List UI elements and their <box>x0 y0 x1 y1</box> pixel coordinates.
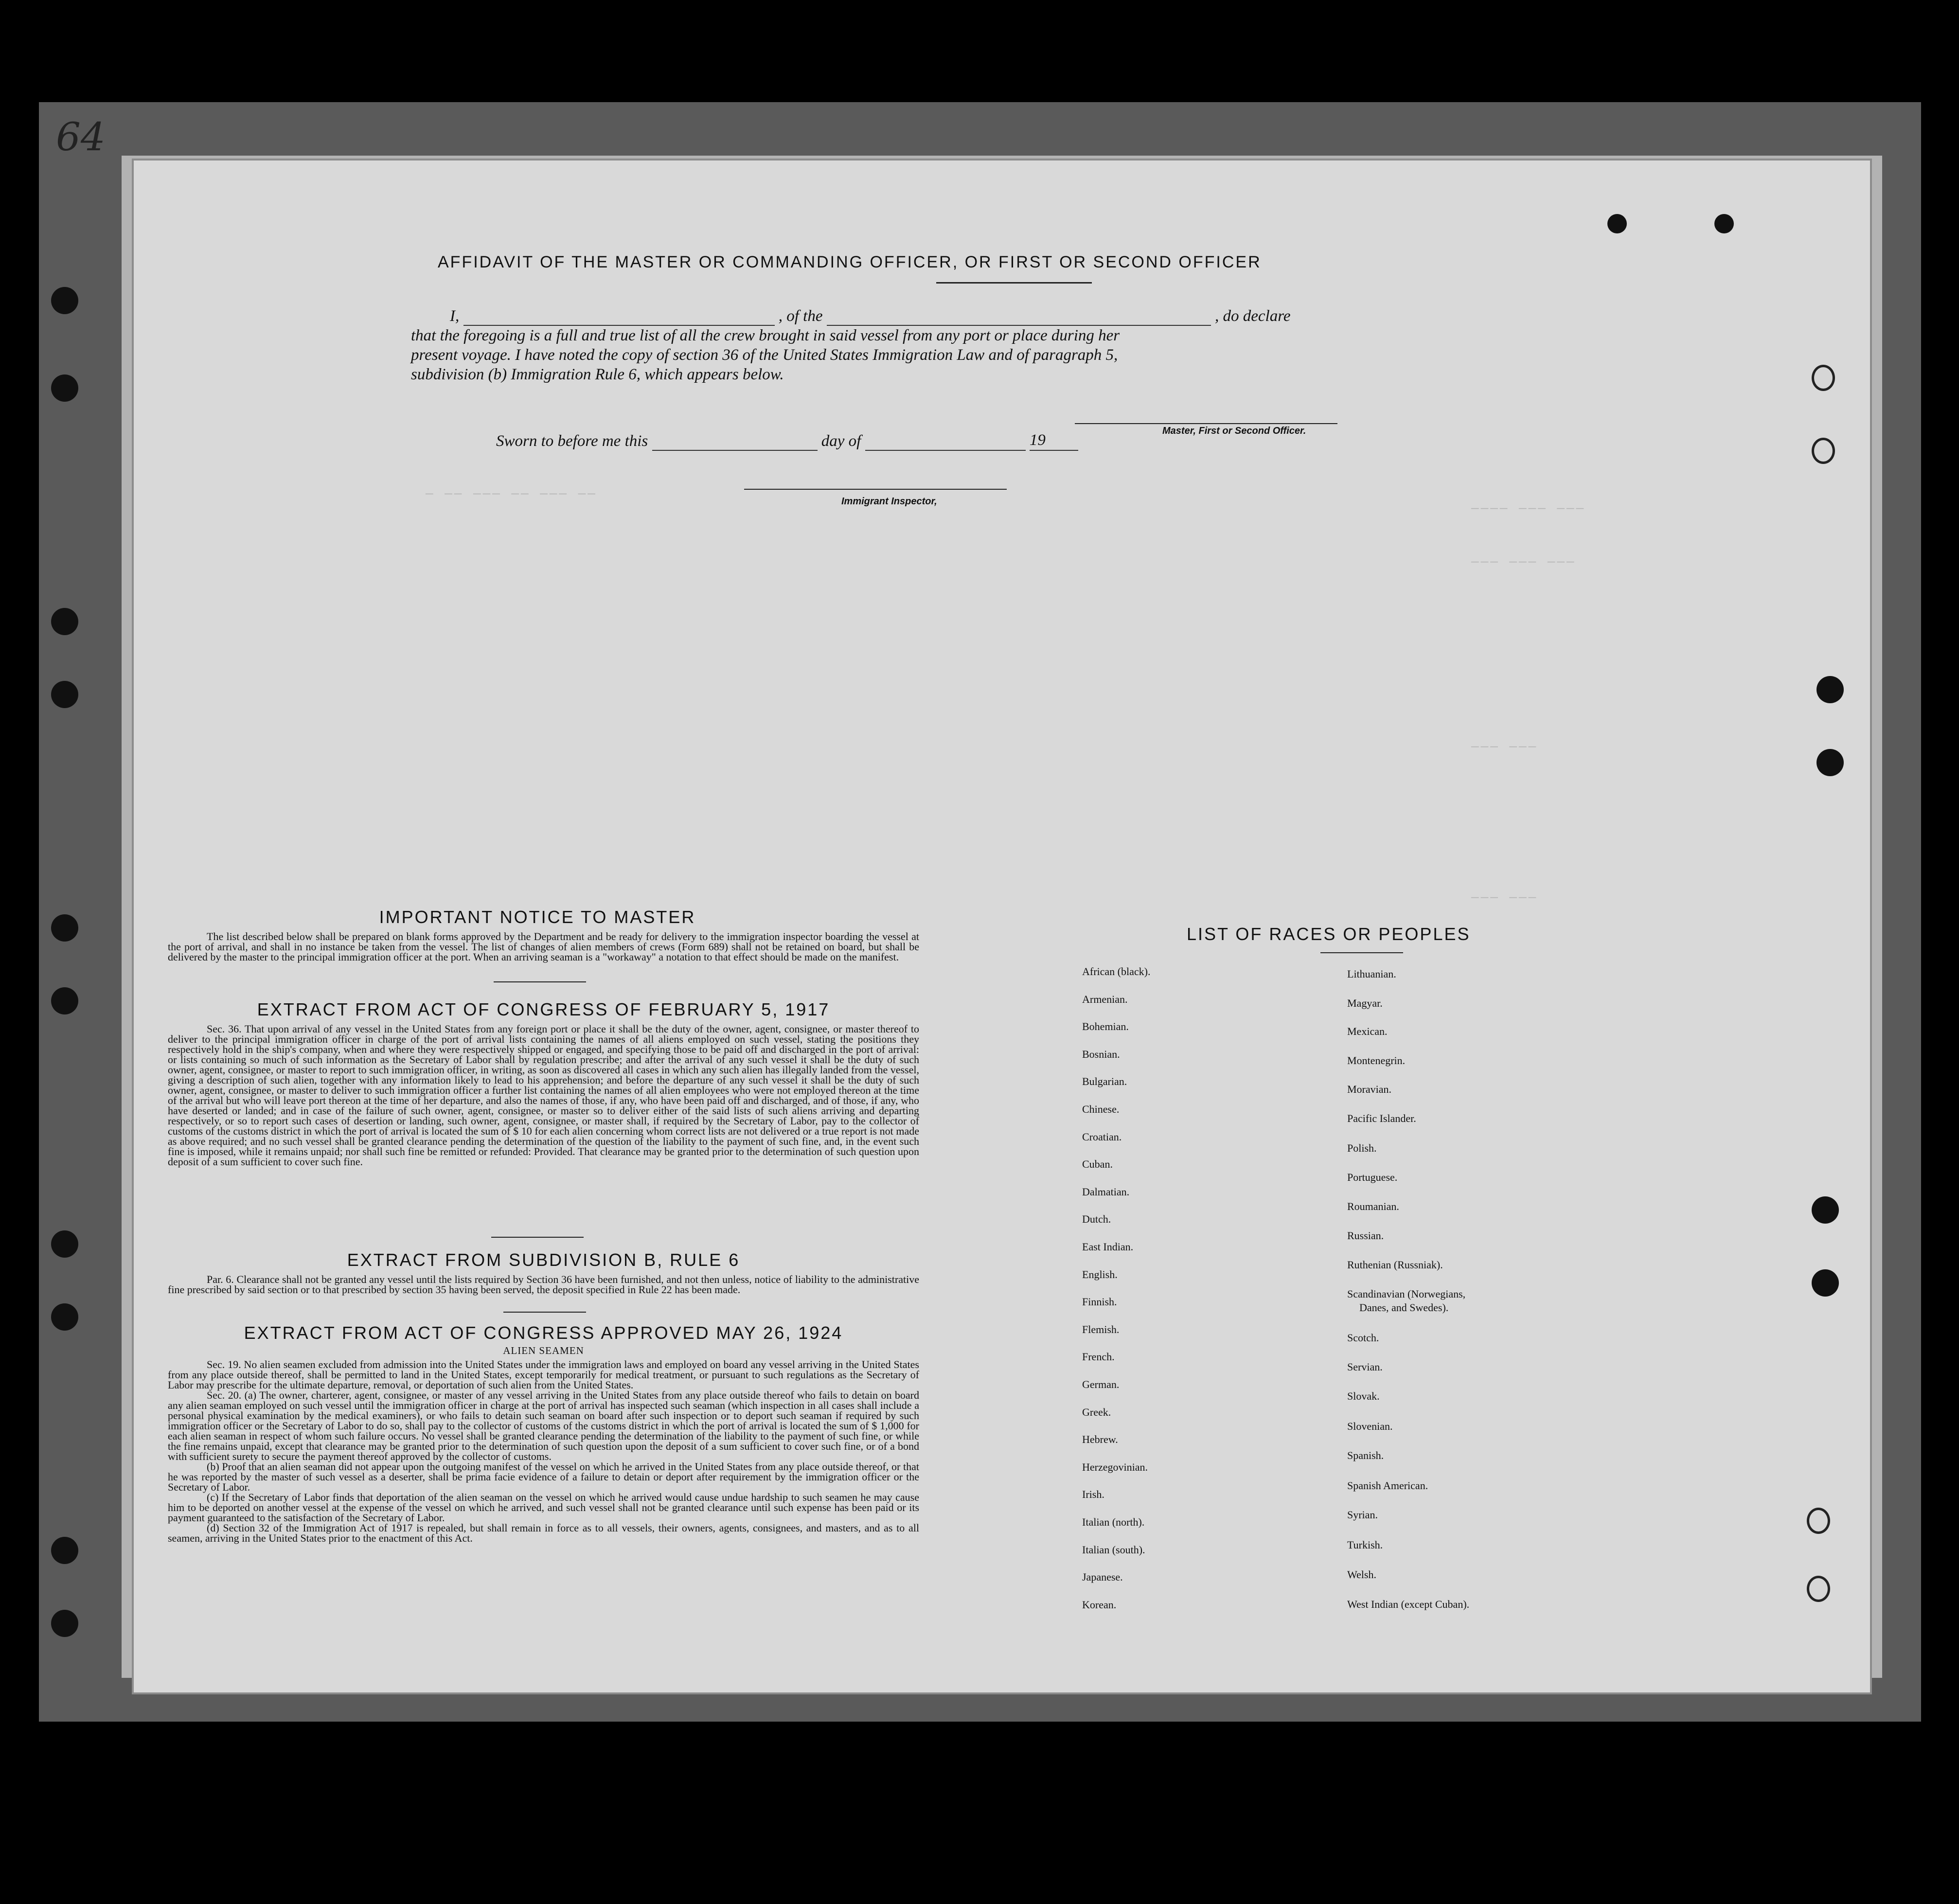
race-item: Dalmatian. <box>1082 1185 1130 1198</box>
inspector-label: Immigrant Inspector, <box>841 496 937 507</box>
reinforcement-ring <box>1807 1576 1830 1602</box>
extract-1924-title: EXTRACT FROM ACT OF CONGRESS APPROVED MAY 26, 1924 <box>244 1323 843 1343</box>
race-item: Irish. <box>1082 1488 1104 1501</box>
punch-hole <box>1817 749 1844 776</box>
punch-hole <box>51 987 78 1014</box>
race-item: Hebrew. <box>1082 1433 1118 1446</box>
manifest-page <box>134 160 1870 1692</box>
race-item: Moravian. <box>1347 1083 1392 1095</box>
race-item: Chinese. <box>1082 1103 1120 1115</box>
race-item: Spanish American. <box>1347 1479 1428 1492</box>
race-item: Portuguese. <box>1347 1171 1398 1183</box>
bleed-through-text: ———— ——— ——— <box>1471 501 1586 516</box>
race-item: Bulgarian. <box>1082 1075 1127 1088</box>
affidavit-title: AFFIDAVIT OF THE MASTER OR COMMANDING OFFICER, OR FIRST OR SECOND OFFICER <box>438 253 1262 271</box>
race-item: Herzegovinian. <box>1082 1460 1148 1473</box>
race-item: Bohemian. <box>1082 1020 1129 1033</box>
bleed-through-text: ——— ——— <box>1471 739 1538 754</box>
race-item: East Indian. <box>1082 1241 1134 1253</box>
race-item: Ruthenian (Russniak). <box>1347 1259 1443 1271</box>
punch-hole <box>1812 1196 1839 1224</box>
punch-hole <box>51 1610 78 1637</box>
race-item: Italian (south). <box>1082 1543 1145 1556</box>
sworn-prefix: Sworn to before me this <box>496 432 648 450</box>
race-item: Italian (north). <box>1082 1516 1145 1528</box>
race-item: Bosnian. <box>1082 1048 1120 1060</box>
extract-1924-para: (c) If the Secretary of Labor finds that deportation of the alien seaman on the vessel on which he arrived would cause undue hardship to such seamen he may cause him to be deported on another vessel at the expense of the vessel on which he arrived, and such vessel shall not be granted clearance until such expense has been paid or its payment guaranteed to the satisfaction of the Secretary of Labor. <box>168 1491 919 1524</box>
affidavit-of-the: , of the <box>778 307 823 325</box>
race-item: Welsh. <box>1347 1568 1376 1581</box>
extract-1924-para: (b) Proof that an alien seaman did not appear upon the outgoing manifest of the vessel on which he arrived in the United States from any place outside thereof, or that he was reported by the master of such vessel as a deserter, shall be prima facie evidence of a failure to detain or deport after requirement by the immigration officer or the Secretary of Labor. <box>168 1460 919 1493</box>
race-item: Finnish. <box>1082 1296 1117 1308</box>
handwritten-page-number: 64 <box>56 114 106 160</box>
sworn-year-field[interactable] <box>1030 430 1078 451</box>
race-item: Scotch. <box>1347 1332 1379 1344</box>
affidavit-i: I, <box>450 307 460 325</box>
sworn-day-of: day of <box>821 432 861 450</box>
affidavit-line: subdivision (b) Immigration Rule 6, which appears below. <box>411 366 784 383</box>
race-item: Syrian. <box>1347 1509 1378 1521</box>
extract-1924-para: (d) Section 32 of the Immigration Act of 1917 is repealed, but shall remain in force as to all vessels, their owners, agents, consignees, and masters, and as to all seamen, arriving in the United States prior to the enactment of this Act. <box>168 1522 919 1544</box>
punch-hole <box>51 1303 78 1331</box>
master-signature-label: Master, First or Second Officer. <box>1162 426 1306 436</box>
extract-1917-title: EXTRACT FROM ACT OF CONGRESS OF FEBRUARY 5, 1917 <box>257 999 830 1019</box>
sworn-day-field[interactable] <box>652 450 818 451</box>
race-item: Magyar. <box>1347 997 1383 1009</box>
race-item: African (black). <box>1082 965 1151 978</box>
race-item: Flemish. <box>1082 1323 1120 1335</box>
race-item: Greek. <box>1082 1406 1111 1418</box>
race-item: Roumanian. <box>1347 1200 1399 1212</box>
race-item: Slovak. <box>1347 1390 1380 1402</box>
extract-rule6-text: Par. 6. Clearance shall not be granted any vessel until the lists required by Section 36 have been furnished, and not then unless, notice of liability to the administrative fine prescribed by said section or to that prescribed by section 35 having been served, the deposit specified in Rule 22 has been made. <box>168 1273 919 1296</box>
race-item: English. <box>1082 1268 1118 1281</box>
affidavit-declaration <box>411 306 1481 384</box>
race-item: Danes, and Swedes). <box>1359 1301 1449 1314</box>
extract-1917-text: Sec. 36. That upon arrival of any vessel in the United States from any foreign port or place it shall be the duty of the owner, agent, consignee, or master thereof to deliver to the principal immigration officer in charge of the port of arrival lists containing the names of all aliens employed on such vessel, stating the positions they respectively hold in the ship's company, when and where they were respectively shipped or engaged, and specifying those to be paid off and discharged in the port of arrival: or lists containing so much of such information as the Secretary of Labor shall by regulation prescribe; and after the arrival of any such vessel it shall be the duty of such owner, agent, consignee, or master to report to such immigration officer, in writing, as soon as discovered all cases in which any such alien has illegally landed from the vessel, giving a description of such alien, together with any information likely to lead to his apprehension; and before the departure of any such vessel it shall be the duty of such owner, agent, consignee, or master to deliver to such immigration officer a further list containing the names of all alien employees who were not employed thereon at the time of the arrival but who will leave port thereon at the time of her departure, and also the names of those, if any, who have been paid off and discharged, and of those, if any, who have deserted or landed; and in case of the failure of such owner, agent, consignee, or master so to deliver either of the said lists of such aliens arriving and departing respectively, or so to report such cases of desertion or landing, such owner, agent, consignee, or master shall, if required by the Secretary of Labor, pay to the collector of customs of the customs district in which the port of arrival is located the sum of $ 10 for each alien concerning whom correct lists are not delivered or a true report is not made as above required; and no such vessel shall be granted clearance pending the determination of the question of the liability to the payment of such fine, and, in the event such fine is imposed, while it remains unpaid; nor shall such fine be remitted or refunded: Provided. That clearance may be granted prior to the determination of such question upon deposit of a sum sufficient to cover such fine. <box>168 1023 919 1168</box>
divider <box>503 1312 586 1313</box>
bleed-through-text: ——— ——— <box>1471 890 1538 905</box>
extract-1924-para: Sec. 19. No alien seamen excluded from admission into the United States under the immigration laws and employed on board any vessel arriving in the United States from any place outside thereof, shall be permitted to land in the United States, except temporarily for medical treatment, or pursuant to such regulations as the Secretary of Labor may prescribe for the ultimate departure, removal, or deportation of such alien from the United States. <box>168 1358 919 1391</box>
race-item: German. <box>1082 1378 1120 1390</box>
affidavit-line: that the foregoing is a full and true list of all the crew brought in said vessel from any port or place during her <box>411 327 1120 344</box>
punch-hole <box>1817 676 1844 703</box>
divider <box>1320 952 1403 953</box>
notice-title: IMPORTANT NOTICE TO MASTER <box>379 907 696 927</box>
extract-1924-subtitle: ALIEN SEAMEN <box>503 1345 584 1356</box>
race-item: Russian. <box>1347 1229 1384 1242</box>
punch-hole <box>51 1230 78 1258</box>
race-item: Croatian. <box>1082 1130 1122 1143</box>
race-item: Slovenian. <box>1347 1420 1393 1432</box>
punch-hole <box>51 914 78 942</box>
punch-hole <box>51 1537 78 1564</box>
race-item: Turkish. <box>1347 1539 1383 1551</box>
race-item: Polish. <box>1347 1142 1377 1154</box>
inspector-signature-line[interactable] <box>744 489 1007 490</box>
race-item: Korean. <box>1082 1598 1117 1611</box>
race-item: Spanish. <box>1347 1449 1384 1461</box>
extract-1924-text <box>168 1359 919 1543</box>
races-title: LIST OF RACES OR PEOPLES <box>1187 924 1471 944</box>
race-item: Armenian. <box>1082 993 1128 1005</box>
punch-hole <box>1607 214 1627 233</box>
race-item: Mexican. <box>1347 1025 1388 1037</box>
race-item: Japanese. <box>1082 1571 1123 1584</box>
extract-1924-para: Sec. 20. (a) The owner, charterer, agent, consignee, or master of any vessel arriving in the United States from any place outside thereof who fails to detain on board any alien seaman employed on such vessel until the immigration officer in charge at the port of arrival has inspected such seaman (which inspection in all cases shall include a personal physical examination by the medical examiners), or who fails to detain such seaman on board after such inspection or to deport such seaman if required by such immigration officer or the Secretary of Labor to do so, shall pay to the collector of customs of the customs district in which the port of arrival is located the sum of $ 1,000 for each alien seaman in respect of whom such failure occurs. No vessel shall be granted clearance pending the determination of the liability to the payment of such fine, or while the fine remains unpaid, except that clearance may be granted prior to the determination of such question upon the deposit of a sum sufficient to cover such fine, or of a bond with sufficient surety to secure the payment thereof approved by the collector of customs. <box>168 1389 919 1462</box>
punch-hole <box>1812 1269 1839 1297</box>
affidavit-line: present voyage. I have noted the copy of section 36 of the United States Immigration Law and of paragraph 5, <box>411 346 1118 364</box>
bleed-through-text: — —— ——— —— ——— —— <box>426 486 597 501</box>
race-item: Montenegrin. <box>1347 1054 1406 1067</box>
bleed-through-text: ——— ——— ——— <box>1471 554 1576 569</box>
punch-hole <box>51 374 78 402</box>
sworn-line <box>496 430 1078 451</box>
race-item: French. <box>1082 1351 1115 1363</box>
divider <box>494 981 586 982</box>
race-item: Cuban. <box>1082 1158 1113 1171</box>
race-item: Pacific Islander. <box>1347 1112 1416 1124</box>
affidavit-do-declare: , do declare <box>1214 307 1291 325</box>
master-signature-line[interactable] <box>1075 423 1337 424</box>
race-item: Dutch. <box>1082 1213 1111 1226</box>
divider <box>936 282 1092 284</box>
reinforcement-ring <box>1812 438 1835 464</box>
race-item: Scandinavian (Norwegians, <box>1347 1288 1466 1300</box>
punch-hole <box>51 287 78 314</box>
sworn-month-field[interactable] <box>865 450 1026 451</box>
notice-text: The list described below shall be prepared on blank forms approved by the Department and be ready for delivery to the immigration inspector boarding the vessel at the port of arrival, and shall in no instance be taken from the vessel. The list of changes of alien members of crews (Form 689) shall not be retained on board, but shall be delivered by the master to the principal immigration officer at the port. When an arriving seaman is a "workaway" a notation to that effect should be made on the manifest. <box>168 930 919 963</box>
punch-hole <box>1714 214 1734 233</box>
reinforcement-ring <box>1807 1508 1830 1534</box>
race-item: Lithuanian. <box>1347 968 1396 980</box>
reinforcement-ring <box>1812 365 1835 391</box>
race-item: Servian. <box>1347 1361 1383 1373</box>
punch-hole <box>51 681 78 708</box>
extract-rule6-title: EXTRACT FROM SUBDIVISION B, RULE 6 <box>347 1250 740 1270</box>
divider <box>491 1237 584 1238</box>
race-item: West Indian (except Cuban). <box>1347 1598 1470 1610</box>
punch-hole <box>51 608 78 635</box>
sworn-year: 19 <box>1029 431 1046 449</box>
